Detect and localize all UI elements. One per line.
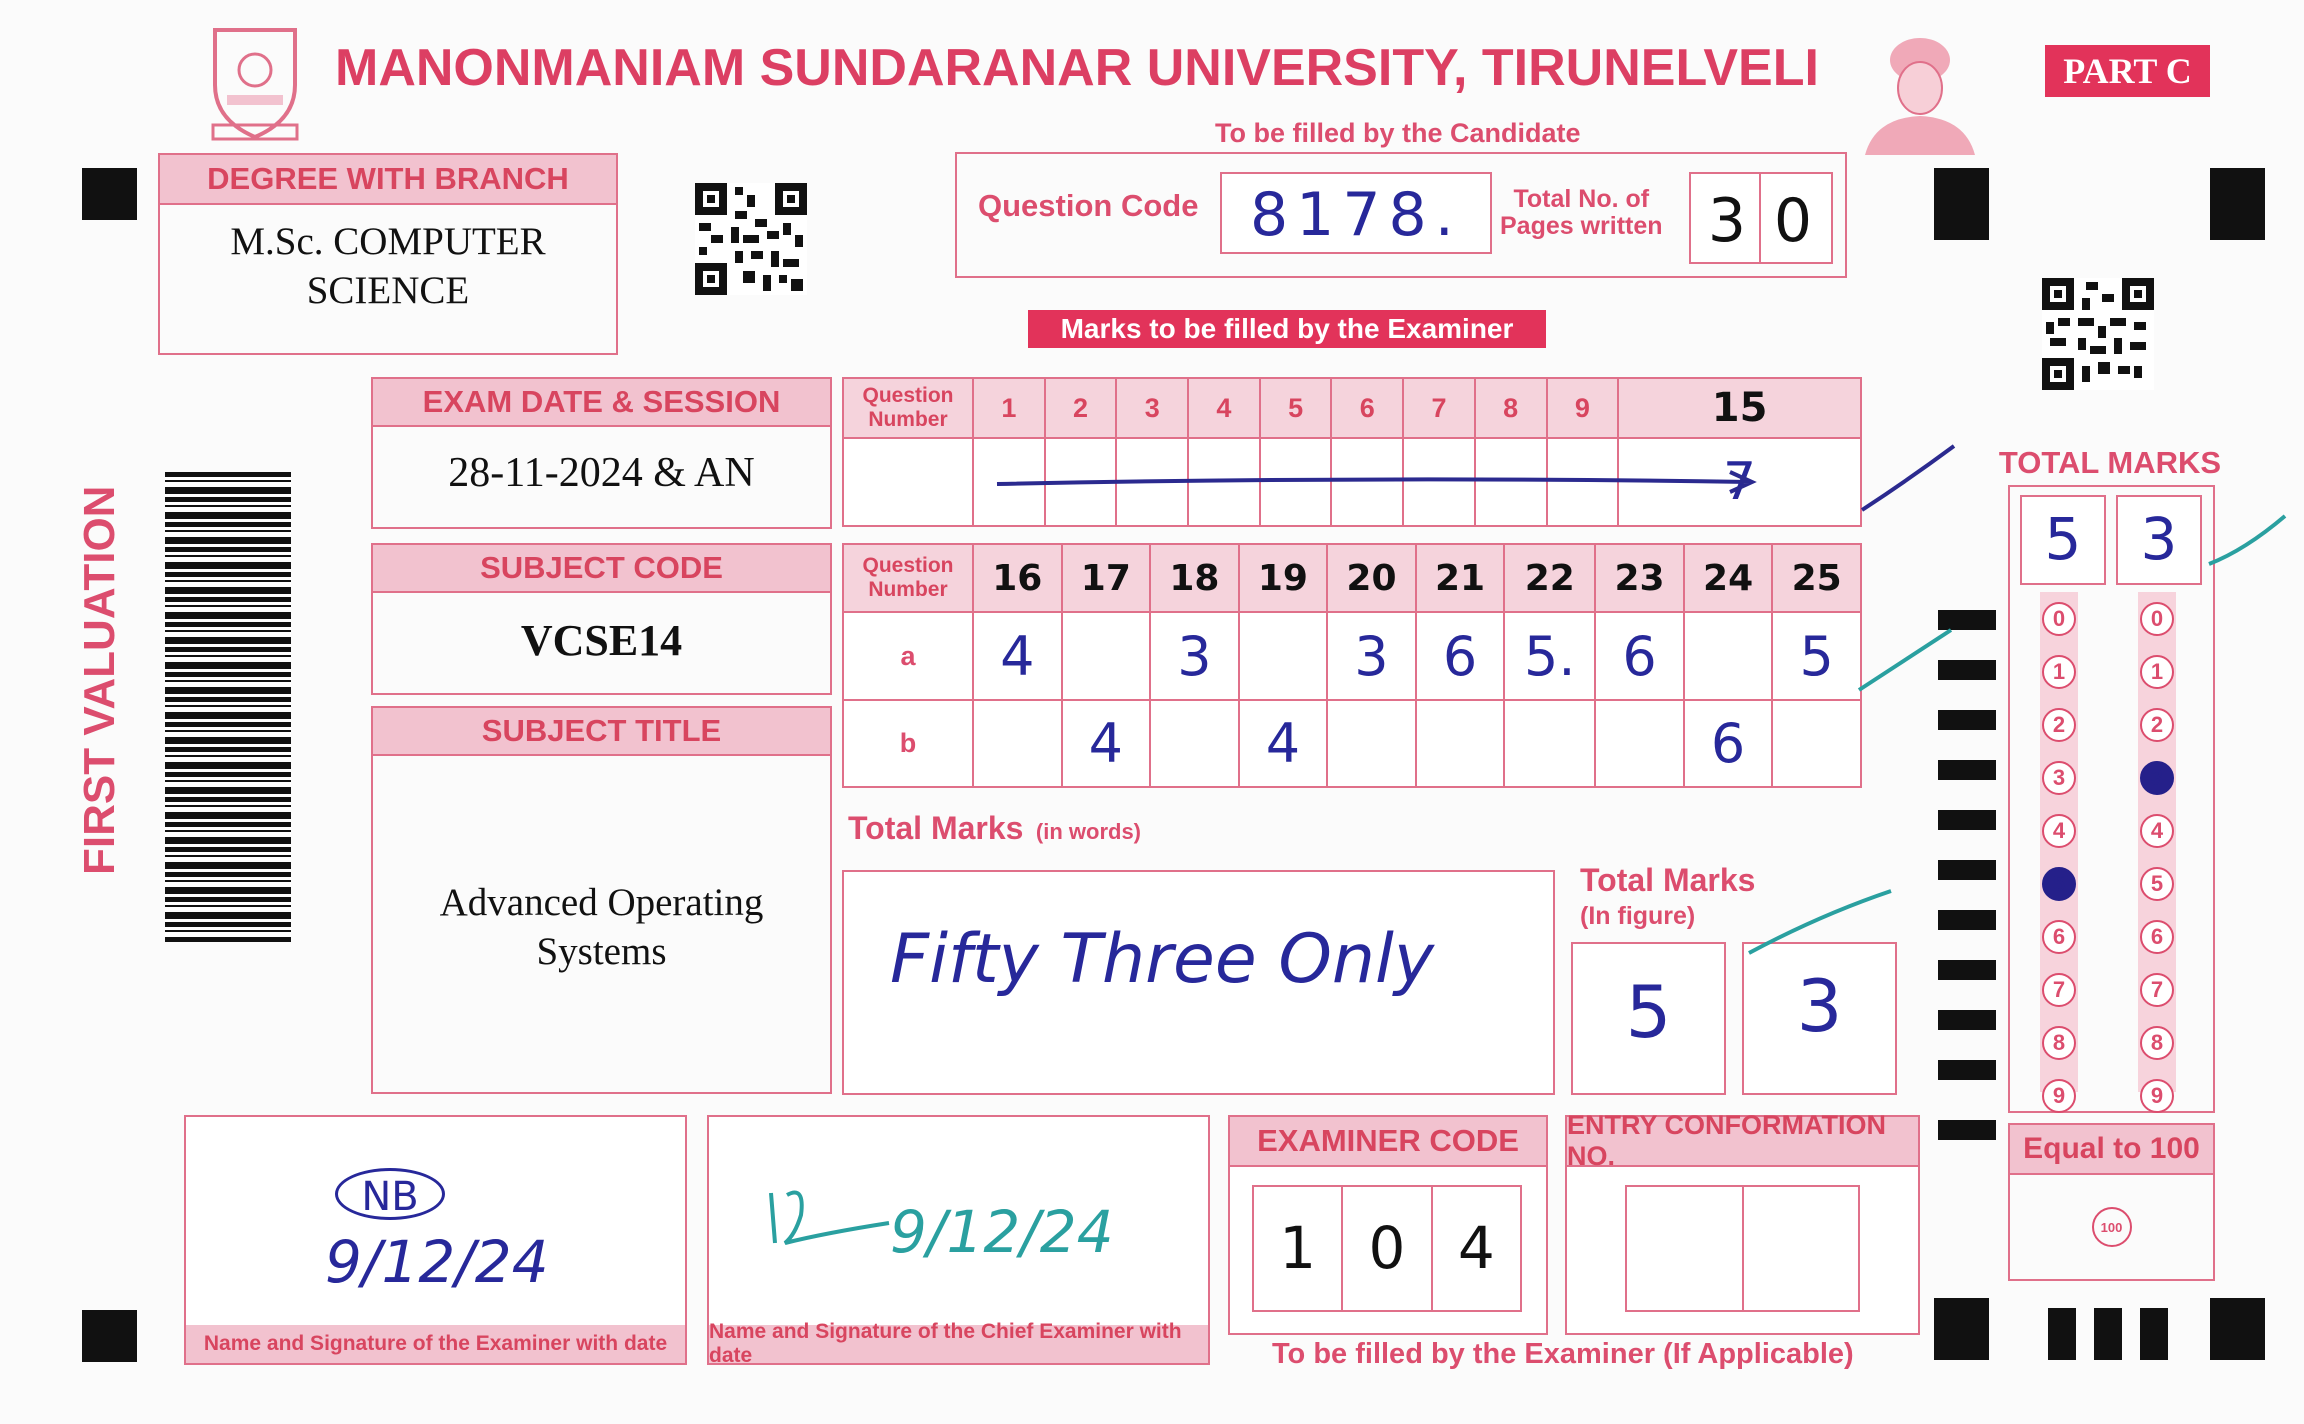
barcode (165, 472, 291, 942)
total-marks-digit-1: 5 (2044, 505, 2082, 573)
mark-cell[interactable]: 3 (1150, 612, 1239, 700)
question-number: 16 (973, 544, 1062, 612)
mark-cell[interactable]: 3 (1327, 612, 1416, 700)
strike-arrow (995, 470, 1765, 500)
exam-date-value: 28-11-2024 & AN (448, 450, 755, 496)
total-words-value: Fifty Three Only (890, 920, 1435, 999)
chief-signature-scribble (765, 1185, 895, 1255)
examiner-code-digit: 0 (1343, 1187, 1432, 1310)
question-number: 3 (1116, 378, 1188, 438)
total-figure-digit-1: 5 (1625, 970, 1672, 1054)
pages-label-line1: Total No. of (1513, 185, 1650, 213)
question-number: 22 (1504, 544, 1595, 612)
registration-mark (2140, 1308, 2168, 1360)
examiner-code-digit: 4 (1457, 1214, 1495, 1282)
equal-to-label: Equal to 100 (2010, 1125, 2213, 1175)
question-code-label: Question Code (978, 188, 1199, 223)
total-words-label (848, 810, 1141, 847)
candidate-note: To be filled by the Candidate (1215, 118, 1581, 148)
total-marks-bubble[interactable]: 1 (2140, 655, 2174, 689)
footer-note: To be filled by the Examiner (If Applicable) (1272, 1338, 1854, 1370)
exam-date-box (371, 377, 832, 529)
mark-cell[interactable]: 6 (1595, 612, 1684, 700)
mark-cell[interactable] (1595, 700, 1684, 787)
subject-title-box (371, 706, 832, 1094)
subject-title-line1: Advanced Operating (439, 881, 764, 924)
question-number: 8 (1475, 378, 1547, 438)
total-marks-panel-label: TOTAL MARKS (1998, 445, 2222, 480)
pages-digit-1: 3 (1707, 186, 1747, 256)
question-number: 6 (1331, 378, 1403, 438)
question-number-label: Question Number (843, 544, 973, 612)
mark-cell[interactable]: 4 (1239, 700, 1328, 787)
check-mark (1855, 620, 1955, 700)
mark-cell[interactable]: 4 (1062, 700, 1151, 787)
total-marks-bubble[interactable]: 1 (2042, 655, 2076, 689)
registration-mark (2210, 168, 2265, 240)
mark-cell[interactable]: 5. (1504, 612, 1595, 700)
total-marks-bubble[interactable]: 4 (2042, 814, 2076, 848)
pages-label (1500, 186, 1663, 240)
total-marks-bubble[interactable]: 6 (2042, 920, 2076, 954)
total-figure-digit-2: 3 (1796, 964, 1843, 1048)
pages-label-line2: Pages written (1500, 212, 1663, 240)
total-marks-bubble[interactable]: 0 (2140, 602, 2174, 636)
degree-value-line1: M.Sc. COMPUTER (230, 220, 546, 263)
portrait-image (1855, 30, 1985, 155)
total-marks-bubble[interactable]: 5 (2140, 867, 2174, 901)
mark-cell[interactable]: 4 (973, 612, 1062, 700)
bubble-group-tens (2042, 602, 2076, 1132)
examiner-signature-caption: Name and Signature of the Examiner with date (186, 1325, 685, 1363)
total-marks-bubble[interactable]: 7 (2140, 973, 2174, 1007)
qr-code (695, 183, 807, 295)
chief-signature-date: 9/12/24 (890, 1198, 1114, 1266)
question-number: 19 (1239, 544, 1328, 612)
equal-to-box (2008, 1123, 2215, 1281)
bubble-group-units (2140, 602, 2174, 1132)
total-marks-digit-2: 3 (2140, 505, 2178, 573)
mark-cell[interactable] (1416, 700, 1505, 787)
equal-to-bubble[interactable]: 100 (2092, 1207, 2132, 1247)
check-mark (1858, 440, 1958, 520)
first-valuation-label: FIRST VALUATION (75, 485, 124, 875)
examiner-signature-date: 9/12/24 (325, 1228, 549, 1296)
mark-cell[interactable]: 5 (1772, 612, 1861, 700)
marks-grid-1 (842, 377, 1862, 527)
mark-cell[interactable]: 6 (1684, 700, 1773, 787)
question-number: 9 (1547, 378, 1619, 438)
mark-cell[interactable] (1504, 700, 1595, 787)
question-number: 17 (1062, 544, 1151, 612)
total-marks-bubble[interactable]: 8 (2140, 1026, 2174, 1060)
examiner-initials: NB (335, 1168, 445, 1220)
mark-cell[interactable] (1684, 612, 1773, 700)
total-marks-bubble[interactable]: 2 (2042, 708, 2076, 742)
entry-conformation-field[interactable] (1625, 1185, 1860, 1312)
check-mark (2205, 510, 2290, 570)
question-number: 24 (1684, 544, 1773, 612)
question-number: 7 (1403, 378, 1475, 438)
question-number: 15 (1618, 378, 1861, 438)
marks-grid-2 (842, 543, 1862, 788)
registration-mark (82, 168, 137, 220)
mark-cell[interactable] (973, 700, 1062, 787)
total-words-sub: (in words) (1035, 819, 1142, 844)
degree-label: DEGREE WITH BRANCH (160, 155, 616, 205)
total-marks-bubble[interactable]: 9 (2140, 1079, 2174, 1113)
subject-title-line2: Systems (536, 930, 667, 973)
total-marks-bubble[interactable]: 9 (2042, 1079, 2076, 1113)
question-number: 1 (973, 378, 1045, 438)
registration-mark (82, 1310, 137, 1362)
question-number: 23 (1595, 544, 1684, 612)
subject-title-label: SUBJECT TITLE (373, 708, 830, 756)
timing-marks (1938, 610, 1996, 1230)
university-title: MANONMANIAM SUNDARANAR UNIVERSITY, TIRUNELVELI (335, 39, 1819, 97)
mark-cell[interactable] (1239, 612, 1328, 700)
question-number: 20 (1327, 544, 1416, 612)
entry-conformation-cell (1627, 1187, 1744, 1310)
row-b-label: b (843, 700, 973, 787)
registration-mark (2094, 1308, 2122, 1360)
entry-conformation-cell (1744, 1187, 1859, 1310)
entry-conformation-label: ENTRY CONFORMATION NO. (1567, 1117, 1918, 1167)
pages-digit-2: 0 (1773, 186, 1813, 256)
mark-cell[interactable] (1327, 700, 1416, 787)
registration-mark (2048, 1308, 2076, 1360)
question-number: 18 (1150, 544, 1239, 612)
check-mark (1745, 885, 1895, 960)
total-marks-bubble[interactable]: 0 (2042, 602, 2076, 636)
exam-date-label: EXAM DATE & SESSION (373, 379, 830, 427)
mark-cell[interactable] (1150, 700, 1239, 787)
university-crest (205, 25, 305, 143)
total-marks-bubble[interactable]: 7 (2042, 973, 2076, 1007)
question-number: 5 (1260, 378, 1332, 438)
examiner-code-digit: 1 (1254, 1187, 1343, 1310)
mark-cell[interactable]: 7 (1618, 438, 1861, 526)
qr-code (2042, 278, 2154, 390)
examiner-code-digits[interactable] (1252, 1185, 1522, 1312)
total-marks-bubble[interactable]: 4 (2140, 814, 2174, 848)
total-marks-bubble[interactable]: 8 (2042, 1026, 2076, 1060)
question-number: 2 (1045, 378, 1117, 438)
registration-mark (1934, 1298, 1989, 1360)
total-marks-bubble[interactable]: 5 (2042, 867, 2076, 901)
subject-code-label: SUBJECT CODE (373, 545, 830, 593)
total-figure-label: Total Marks (1580, 862, 1756, 898)
mark-cell[interactable] (1062, 612, 1151, 700)
question-code-value: 8178. (1250, 180, 1462, 250)
question-number: 21 (1416, 544, 1505, 612)
examiner-code-label: EXAMINER CODE (1230, 1117, 1546, 1167)
registration-mark (1934, 168, 1989, 240)
examiner-note: Marks to be filled by the Examiner (1028, 310, 1546, 348)
total-figure-sub: (In figure) (1580, 902, 1696, 930)
subject-code-value: VCSE14 (520, 616, 683, 665)
pages-digit-divider (1759, 172, 1761, 264)
total-marks-bubble[interactable]: 6 (2140, 920, 2174, 954)
part-badge: PART C (2045, 45, 2210, 97)
mark-cell[interactable]: 6 (1416, 612, 1505, 700)
degree-value-line2: SCIENCE (306, 269, 470, 312)
question-number-label: Question Number (843, 378, 973, 438)
row-a-label: a (843, 612, 973, 700)
row-label (843, 438, 973, 526)
total-marks-bubble[interactable]: 2 (2140, 708, 2174, 742)
subject-code-box (371, 543, 832, 695)
total-marks-bubble[interactable]: 3 (2140, 761, 2174, 795)
total-marks-bubble[interactable]: 3 (2042, 761, 2076, 795)
total-words-title: Total Marks (848, 810, 1024, 846)
registration-mark (2210, 1298, 2265, 1360)
question-number: 25 (1772, 544, 1861, 612)
question-number: 4 (1188, 378, 1260, 438)
degree-box (158, 153, 618, 355)
mark-cell[interactable] (1772, 700, 1861, 787)
chief-signature-caption: Name and Signature of the Chief Examiner with date (709, 1325, 1208, 1363)
